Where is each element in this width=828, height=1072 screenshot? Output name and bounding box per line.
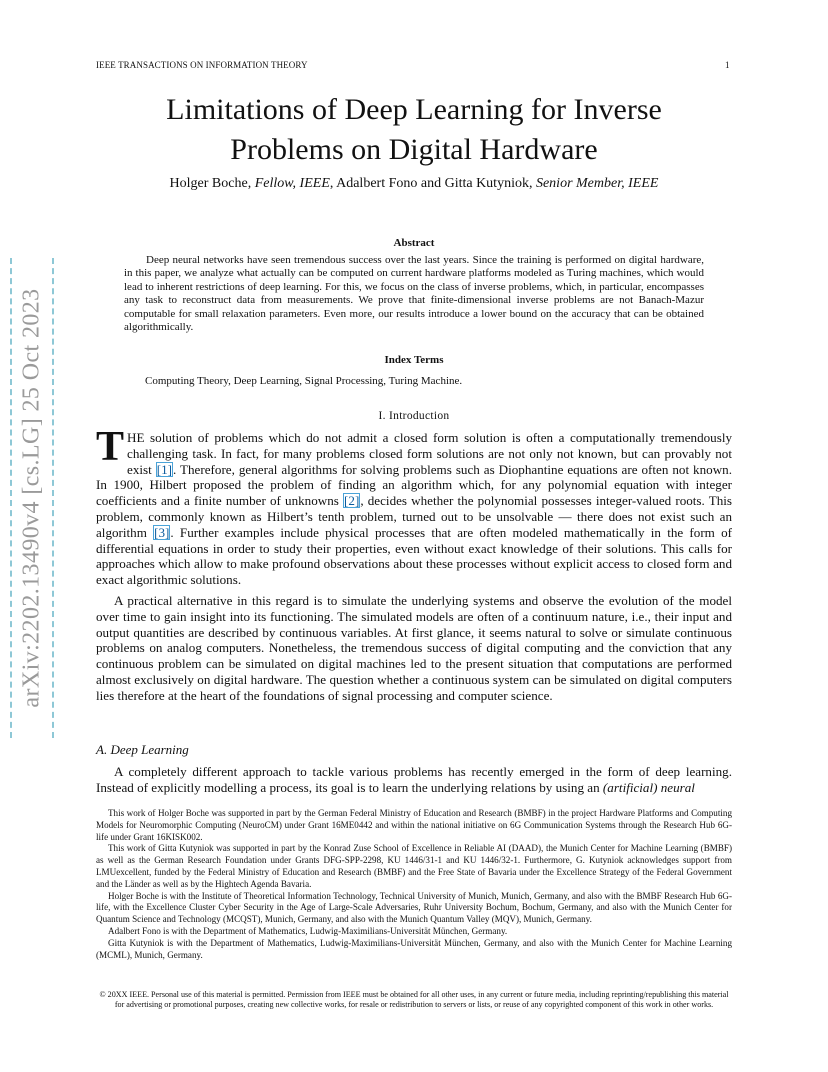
arxiv-identifier-text: arXiv:2202.13490v4 [cs.LG] 25 Oct 2023 [18,288,45,708]
section-heading-introduction: I. Introduction [378,410,450,422]
citation-link-3[interactable]: [3] [154,524,170,540]
footnote-funding-kutyniok: This work of Gitta Kutyniok was supported in part by the Konrad Zuse School of Excellence in Reliable AI (DAAD), the Munich Center for Machine Learning (BMBF) as well as the German Research Foundation under Grants DFG-SPP-2298, KU 1446/31-1 and KU 1446/32-1. Furthermore, G. Kutyniok acknowledges support from LMUexcellent, funded by the Federal Ministry of Education and Research (BMBF) and the Free State of Bavaria under the Excellence Strategy of the Federal Government and the Länder as well as by the Hightech Agenda Bavaria. [96,843,732,889]
deep-learning-paragraph [96,764,732,796]
author-1-role: Fellow, IEEE [254,176,330,191]
intro-paragraph-1 [96,424,732,588]
intro-paragraph-2: A practical alternative in this regard is to simulate the underlying systems and observe the evolution of the model over time to gain insight into its functioning. The simulated models are often of a continuum nature, i.e., their input and output quantities are described by continuous variables. At first glance, it seems natural to solve or simulate continuous problems on analog computers. Nonetheless, the tremendous success of digital computing and the conviction that any continuous problem can be simulated on digital machines led to the present situation that computations are performed almost exclusively on digital hardware. The question whether a continuous system can be simulated on digital computers lies therefore at the heart of the foundations of signal processing and computer science. [96,593,732,703]
arxiv-side-identifier[interactable] [10,258,54,738]
p1-part-d: . Further examples include physical processes that are often modeled mathematically in the form of differential equations in order to study their properties, even without exact knowledge of their solutions. This calls for approaches which allow to make profound observations about these processes without explicit access to closed form and exact algorithmic solutions. [96,524,732,588]
citation-link-2[interactable]: [2] [344,493,360,509]
citation-link-1[interactable]: [1] [156,461,172,477]
p1-part-c: , decides whether the polynomial possesses integer-valued roots. This problem, commonly known as Hilbert’s tenth problem, turned out to be unsolvable — there does not exist such an algorithm [96,493,732,540]
footnotes [96,808,732,961]
page-number: 1 [725,60,730,70]
footnote-funding-boche: This work of Holger Boche was supported in part by the German Federal Ministry of Education and Research (BMBF) in the project Hardware Platforms and Computing Models for Neuromorphic Computing (NeuroCM) under Grant 16ME0442 and within the national initiative on 6G Communication Systems through the Research Hub 6G-life under Grant 16KISK002. [96,808,732,842]
author-1: Holger Boche, [169,176,255,191]
authors-middle: , Adalbert Fono and Gitta Kutyniok, [329,176,536,191]
subsection-heading-deep-learning: A. Deep Learning [96,742,189,757]
author-list [96,176,732,192]
footnote-affiliation-boche: Holger Boche is with the Institute of Theoretical Information Technology, Technical University of Munich, Munich, Germany, and also with the BMBF Research Hub 6G-life, with the Excellence Cluster Cyber Security in the Age of Large-Scale Adversaries, Ruhr University Bochum, Bochum, Germany, and also with the Munich Center for Quantum Science and Technology (MCQST), Munich, Germany, and also with the Munich Quantum Valley (MQV), Munich, Germany. [96,890,732,925]
abstract-heading: Abstract [393,237,435,249]
running-header: IEEE TRANSACTIONS ON INFORMATION THEORY [96,60,308,70]
title-line-1: Limitations of Deep Learning for Inverse [166,93,662,126]
index-terms-heading: Index Terms [384,354,444,366]
abstract-text: Deep neural networks have seen tremendous success over the last years. Since the training is performed on digital hardware, in this paper, we analyze what actually can be computed on current hardware platforms modeled as Turing machines, which would lead to inherent restrictions of deep learning. For this, we focus on the class of inverse problems, which, in particular, encompasses any task to reconstruct data from measurements. We prove that finite-dimensional inverse problems are not Banach-Mazur computable for small relaxation parameters. Even more, our results introduce a lower bound on the accuracy that can be obtained algorithmically. [124,254,704,334]
drop-cap: T [96,424,125,470]
author-3-role: Senior Member, IEEE [535,176,659,191]
title-line-2: Problems on Digital Hardware [230,133,598,166]
paper-title [96,90,732,170]
footnote-affiliation-kutyniok: Gitta Kutyniok is with the Department of Mathematics, Ludwig-Maximilians-Universität München, Germany, and also with the Munich Center for Machine Learning (MCML), Munich, Germany. [96,937,732,960]
p1-part-a: HE solution of problems which do not admit a closed form solution is often a computationally tremendously challenging task. In fact, for many problems closed form solutions are not only not known, but can provably not exist [127,430,732,477]
p3-italic: (artificial) neural [602,779,695,795]
p3-text: A completely different approach to tackle various problems has recently emerged in the form of deep learning. Instead of explicitly modelling a process, its goal is to learn the underlying relations by using an [96,764,732,795]
p1-part-b: . Therefore, general algorithms for solving problems such as Diophantine equations are often not known. In 1900, Hilbert proposed the problem of finding an algorithm which, for any polynomial equation with integer coefficients and a finite number of unknowns [96,461,732,509]
index-terms-text: Computing Theory, Deep Learning, Signal Processing, Turing Machine. [145,375,463,387]
footnote-affiliation-fono: Adalbert Fono is with the Department of Mathematics, Ludwig-Maximilians-Universität München, Germany. [108,925,508,936]
copyright-notice: © 20XX IEEE. Personal use of this material is permitted. Permission from IEEE must be obtained for all other uses, in any current or future media, including reprinting/republishing this material for advertising or promotional purposes, creating new collective works, for resale or redistribution to servers or lists, or reuse of any copyrighted component of this work in other works. [99,990,729,1010]
